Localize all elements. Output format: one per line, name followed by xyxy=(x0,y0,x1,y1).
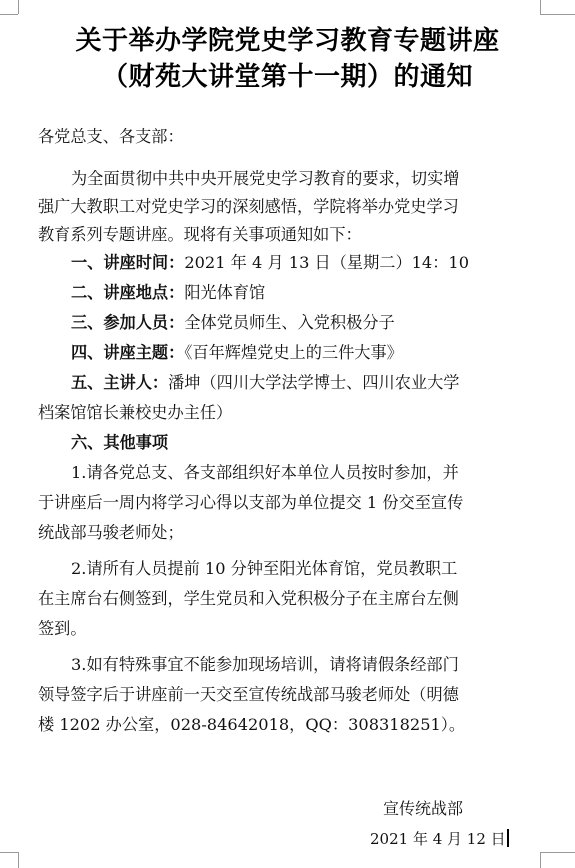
note-line: 于讲座后一周内将学习心得以支部为单位提交 1 份交至宣传 xyxy=(38,493,464,512)
intro-line: 教育系列专题讲座。现将有关事项通知如下： xyxy=(38,225,362,244)
note-line: 2.请所有人员提前 10 分钟至阳光体育馆，党员教职工 xyxy=(71,559,458,578)
item-value: 阳光体育馆 xyxy=(184,283,266,302)
item-speaker-continued: 档案馆馆长兼校史办主任） xyxy=(38,403,233,422)
item-value: 全体党员师生、入党积极分子 xyxy=(184,313,395,332)
intro-line: 为全面贯彻中共中央开展党史学习教育的要求，切实增 xyxy=(71,169,460,188)
item-speaker xyxy=(71,373,460,393)
note-line: 领导签字后于讲座前一天交至宣传统战部马骏老师处（明德 xyxy=(38,685,459,704)
signature-department: 宣传统战部 xyxy=(383,799,464,818)
note-line: 在主席台右侧签到，学生党员和入党积极分子在主席台左侧 xyxy=(38,589,459,608)
other-matters-heading: 六、其他事项 xyxy=(71,433,169,452)
note-line: 签到。 xyxy=(38,619,87,638)
item-participants xyxy=(71,313,395,333)
item-lecture-time xyxy=(71,253,469,273)
intro-line: 强广大教职工对党史学习的深刻感悟，学院将举办党史学习 xyxy=(38,197,459,216)
item-label: 一、讲座时间： xyxy=(71,253,185,272)
item-value: 潘坤（四川大学法学博士、四川农业大学 xyxy=(168,373,460,392)
text-cursor xyxy=(507,829,509,847)
salutation: 各党总支、各支部： xyxy=(38,127,184,146)
note-line: 统战部马骏老师处； xyxy=(38,523,184,542)
item-lecture-theme xyxy=(71,343,403,363)
document-title-line-1: 关于举办学院党史学习教育专题讲座 xyxy=(75,26,500,56)
document-title-line-2: （财苑大讲堂第十一期）的通知 xyxy=(101,62,473,92)
item-label: 四、讲座主题： xyxy=(71,343,185,362)
item-value: 2021 年 4 月 13 日（星期二）14：10 xyxy=(184,253,470,272)
note-line: 3.如有特殊事宜不能参加现场培训，请将请假条经部门 xyxy=(71,655,459,674)
item-label: 五、主讲人： xyxy=(71,373,169,392)
item-lecture-venue xyxy=(71,283,265,303)
note-line: 1.请各党总支、各支部组织好本单位人员按时参加，并 xyxy=(71,463,459,482)
note-line: 楼 1202 办公室，028-84642018，QQ：308318251）。 xyxy=(38,715,466,734)
item-value: 《百年辉煌党史上的三件大事》 xyxy=(184,343,403,362)
item-label: 三、参加人员： xyxy=(71,313,185,332)
issue-date-line[interactable] xyxy=(370,828,509,849)
issue-date: 2021 年 4 月 12 日 xyxy=(370,830,506,848)
item-label: 二、讲座地点： xyxy=(71,283,185,302)
